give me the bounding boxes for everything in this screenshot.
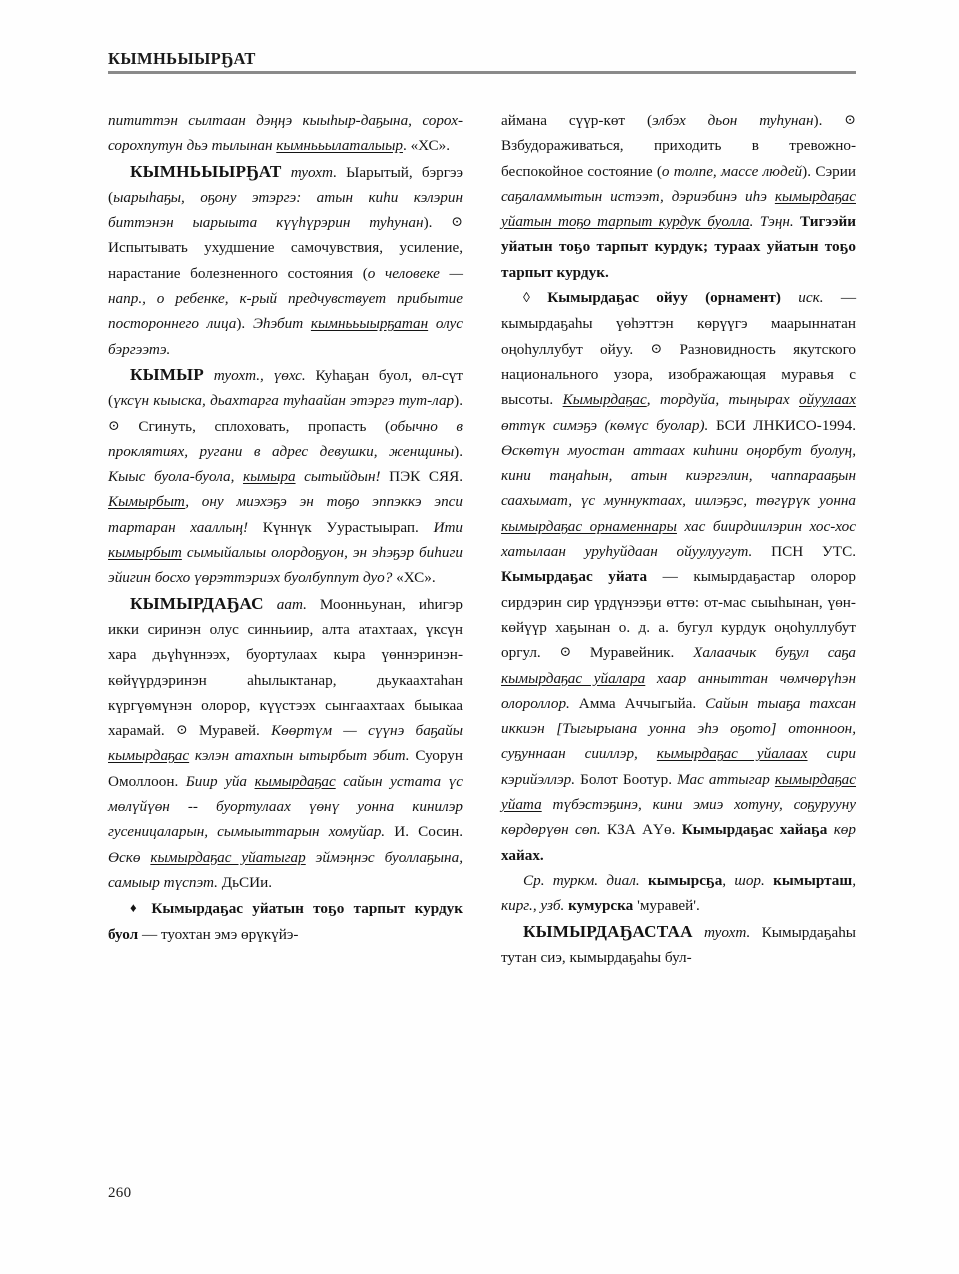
russian-definition: Испытывать ухудшение самочувствия, усиление, нарастание болезненного состояния ( (108, 239, 463, 282)
paragraph-continuation (108, 108, 463, 159)
sakha-definition-end: ). (423, 214, 433, 232)
example-3-a: Ити (433, 518, 464, 536)
subentry-example-2-underlined: кымырдаҕас уйалаах (656, 745, 808, 763)
subentry-example-1-a: Халаачык буҕул саҕа (693, 644, 857, 662)
cont-text-a: аймана сүүр-көт ( (501, 112, 653, 129)
sense-marker-icon: ⊙ (650, 341, 663, 357)
cont-text-italic: элбэх дьон туһунан (652, 112, 814, 129)
example-3-a: Өскө (108, 848, 151, 866)
sakha-definition-end: ). (454, 392, 463, 410)
example-underlined: кымнььыырҕатан (310, 315, 429, 333)
cognate-word-2: кымырташ (773, 871, 853, 889)
source-1: Суорун Омоллоон. (108, 747, 463, 790)
example-3-underlined: кымырдаҕас уйатыгар (150, 848, 306, 866)
sakha-definition-italic: ыарыһаҕы, оҕону этэргэ: атын киһи кэлэрин биттэнэн ыарыыта күүһүрэрин туһунан (108, 188, 463, 232)
subentry-sakha-definition: кымырдаҕастар олорор сирдэрин сир үрдүнээҕи өттө: от-мас сыыһынан, үөн-көйүүр хаҕынан о. д. а. бугул курдук оңоһуллубут оргул. (501, 568, 856, 662)
grammar-label: аат. (276, 595, 307, 613)
sense-marker-icon: ⊙ (844, 113, 857, 128)
subentry-example-3-b: түбэстэҕинэ, кини эмиэ хотуну, соҕурууну көрдөрүөн сөп. (501, 796, 856, 839)
example-2-italic-b: хас биирдиилэрин хос-хос хатылаан уруһуйдаан ойуулуугут. (501, 517, 856, 561)
page-number: 260 (108, 1185, 132, 1201)
example-text: Эһэбит (252, 315, 311, 333)
source-2: Күннүк Уурастыырап. (262, 518, 419, 536)
comparison-note (501, 868, 856, 919)
continuation-text-1: пититтэн сылтаан дэңңэ кыыһыр-даҕына, сорох-сорохпутун дьэ тылынан (108, 112, 463, 155)
subentry-example-2-b: сири кэрийэллэр. (501, 745, 856, 788)
phrase-variants-bold: Тигээйи уйатын тоҕо тарпыт курдук; тураах уйатын тоҕо тарпыт курдук. (501, 213, 857, 281)
subentry-example-2-a: Сайын тыаҕа тахсан иккиэн [Тыгырыана уонна эһэ оҕото] отонноон, суҕуннаан сииллэр, (501, 694, 856, 763)
grammar-label: туохт. (704, 923, 751, 941)
example-italic-a: саҕаламмытын истээт, дэриэбинэ иһэ (501, 187, 775, 205)
example-2-a: Биир уйа (185, 772, 255, 790)
russian-definition: Разновидность якутского национального узора, изображающая муравья с высоты. (501, 340, 857, 409)
headword: КЫМЫРДАҔАСТАА (523, 921, 693, 941)
source-1: ПЭК СЯЯ. (389, 468, 464, 486)
sakha-definition: Куһаҕан буол, өл-сүт ( (108, 366, 463, 410)
example-1-b: сытыйдын! (295, 468, 381, 486)
grammar-label-1: туохт., (213, 366, 264, 384)
russian-definition: Сгинуть, сплоховать, пропасть ( (138, 417, 391, 435)
russian-definition-end: ). (236, 315, 246, 333)
em-dash: — (141, 925, 158, 943)
source-3: «ХС». (396, 569, 436, 587)
example-2-underlined: кымырдаҕас (254, 772, 336, 790)
sakha-definition-italic: үксүн кыыска, дьахтарга туһаайан этэргэ тут-лар (113, 392, 455, 410)
subentry-dash: — (662, 568, 678, 586)
left-column (108, 108, 463, 1158)
russian-definition: Муравей. (198, 722, 260, 740)
example-underlined: кымырдаҕас уйатын тоҕо тарпыт курдук буолла (501, 187, 856, 231)
em-dash: — (840, 289, 857, 307)
example-2-italic-a: Өскөтүн муостан аттаах киһини оңорбут буолуң, кини таңаһын, атын киэргэлин, чаппарааҕын саахымат, үс муннуктаах, иилэҕэс, төгүрүк уонна (501, 441, 856, 510)
headword: КЫМНЬЫЫРҔАТ (130, 161, 282, 181)
language-label-3: , кирг., узб. (501, 871, 856, 915)
subentry-russian-definition: Муравейник. (589, 644, 675, 662)
phrase-marker-solid-icon: ♦ (130, 900, 143, 916)
sense-marker-icon: ⊙ (559, 645, 572, 661)
grammar-label: туохт. (290, 163, 337, 181)
compare-label: Ср. туркм. диал. (523, 871, 640, 889)
example-2-underlined: Кымырбыт (108, 493, 186, 511)
source-3: ДьСИи. (221, 873, 273, 891)
sakha-definition: кымырдаҕаһы үөһэттэн көрүүгэ маарыннатан оңоһуллубут ойуу. (501, 315, 856, 358)
language-label-2: , шор. (722, 871, 765, 889)
example-1-italic-a: , тордуйа, тыңырах (646, 391, 800, 409)
source-1: БСИ ЛНКИСО-1994. (715, 416, 856, 434)
entry-text: Кымырдаҕаһы тутан сиэ, кымырдаҕаһы бул- (501, 923, 856, 966)
sense-marker-icon: ⊙ (108, 418, 120, 434)
subentry-example-1-underlined: кымырдаҕас уйалара (501, 669, 646, 687)
example-1-underlined: кымыра (242, 468, 296, 486)
cross-reference-bold-a: Кымырдаҕас хайаҕа (681, 821, 828, 839)
header-rule (108, 71, 856, 74)
entry-kymnyyyrgat (108, 159, 463, 362)
phrase-entry-1 (108, 895, 463, 947)
subentry-headword: Кымырдаҕас уйата (501, 568, 648, 586)
sense-marker-icon: ⊙ (175, 723, 188, 739)
entry-kymyrdagas (108, 591, 463, 896)
sakha-definition: Ыарытый, бэргээ ( (108, 163, 463, 206)
grammar-label: иск. (798, 289, 824, 307)
continuation-underlined: кымнььылаталыыр (276, 137, 403, 155)
continuation-text-2: . «ХС». (402, 137, 451, 155)
example-3-b: эймэӊнэс буоллаҕына, самыыр түспэт. (108, 848, 463, 891)
headword: КЫМЫР (130, 364, 204, 384)
source-2: И. Сосин. (394, 823, 464, 841)
example-text-end: олус бэргээтэ. (108, 315, 463, 358)
example-1-underlined: кымырдаҕас (108, 747, 190, 765)
subentry-example-1-b: хаар анныттан чөмчөрүһэн олороллор. (501, 669, 857, 712)
example-1-a: Көөртүм — сүүнэ баҕайы (271, 722, 464, 740)
sense-marker-icon: ⊙ (451, 215, 463, 231)
subentry-example-3-underlined: кымырдаҕас уйата (501, 770, 857, 814)
cognate-word-1: кымырсҕа (647, 871, 723, 889)
example-2-b: сайын устата үс мөлүйүөн -- буортулаах үөнү уонна кинилэр гусеницаларын, сымыыттарын хомуйар. (108, 772, 463, 841)
example-a: Сэрии (815, 162, 856, 180)
cont-text-b: ). (813, 112, 823, 129)
entry-kymyrdagastaa (501, 919, 856, 971)
cross-reference-bold-b: хайах. (501, 846, 544, 864)
example-1-a: Кыыс буола-буола, (108, 468, 243, 486)
phrase-marker-open-icon: ◊ (523, 291, 530, 307)
entry-kymyr (108, 362, 463, 591)
running-head: КЫМНЬЫЫРҔАТ (108, 49, 256, 68)
cognate-gloss: 'муравей'. (637, 897, 700, 915)
phrase-gloss-start: туохтан эмэ өрүкүйэ- (160, 925, 299, 943)
example-3-underlined: кымырбыт (108, 544, 182, 562)
phrase-1-continuation (501, 108, 856, 285)
russian-definition: Взбудораживаться, приходить в тревожно-беспокойное состояние ( (501, 137, 856, 180)
subentry-source-2: Болот Боотур. (580, 770, 673, 788)
column-container (108, 108, 856, 1158)
russian-definition-end: ). (802, 162, 812, 180)
example-1-underlined-a: Кымырдаҕас (562, 391, 647, 409)
headword: КЫМЫРДАҔАС (130, 593, 264, 613)
example-1-underlined-b: ойуулаах (799, 391, 857, 409)
cross-reference-see: көр (833, 821, 856, 839)
example-1-b: кэлэн атахпын ытырбыт эбит. (189, 747, 410, 765)
running-head-area (108, 50, 856, 74)
example-3-b: сымыйалыы олордоҕуон, эн эһэҕэр биһиги эйигин босхо үөрэттэриэх буолбуппут дуо? (108, 544, 463, 587)
grammar-label-2: үөхс. (273, 366, 306, 384)
example-2-a: , ону миэхэҕэ эн тоҕо эппэккэ эпси тартаран хааллыӊ! (108, 493, 463, 536)
cognate-word-3: кумурска (568, 897, 634, 915)
subentry-source-3: КЗА АҮө. (607, 821, 676, 839)
right-column (501, 108, 856, 1158)
subentry-example-3-a: Мас аттыгар (677, 770, 775, 788)
russian-definition-italic: о человеке — напр., о ребенке, к-рый предчувствует прибытие постороннего лица (108, 264, 463, 333)
example-italic-b: . Тэңн. (749, 213, 794, 231)
phrase-entry-2 (501, 285, 856, 868)
sakha-definition: Моонньунан, иһигэр икки сиринэн олус синньиир, алта атахтаах, үксүн хара дьүһүннээх, буортулаах кыра үөннэринэн-көйүүрдэринэн аһылыктанар, дьукаахтаһан күргүөмүнэн олорор, күүстээх сынгаахтаах быыкаа харамай. (108, 595, 464, 740)
phrase-headword: Кымырдаҕас ойуу (орнамент) (547, 289, 781, 307)
example-2-underlined: кымырдаҕас орнаменнары (501, 517, 677, 535)
example-1-italic-b: өттүк симэҕэ (көмүс буолар). (501, 416, 709, 434)
russian-definition-end: ). (454, 442, 463, 460)
subentry-source-1: Амма Аччыгыйа. (578, 694, 697, 712)
russian-definition-italic: о толпе, массе людей (661, 162, 803, 180)
russian-definition-italic: обычно в проклятиях, ругани в адрес девушки, женщины (108, 417, 463, 460)
phrase-headword: Кымырдаҕас уйатын тоҕо тарпыт курдук буол (108, 900, 463, 943)
source-2: ПСН УТС. (771, 543, 856, 561)
